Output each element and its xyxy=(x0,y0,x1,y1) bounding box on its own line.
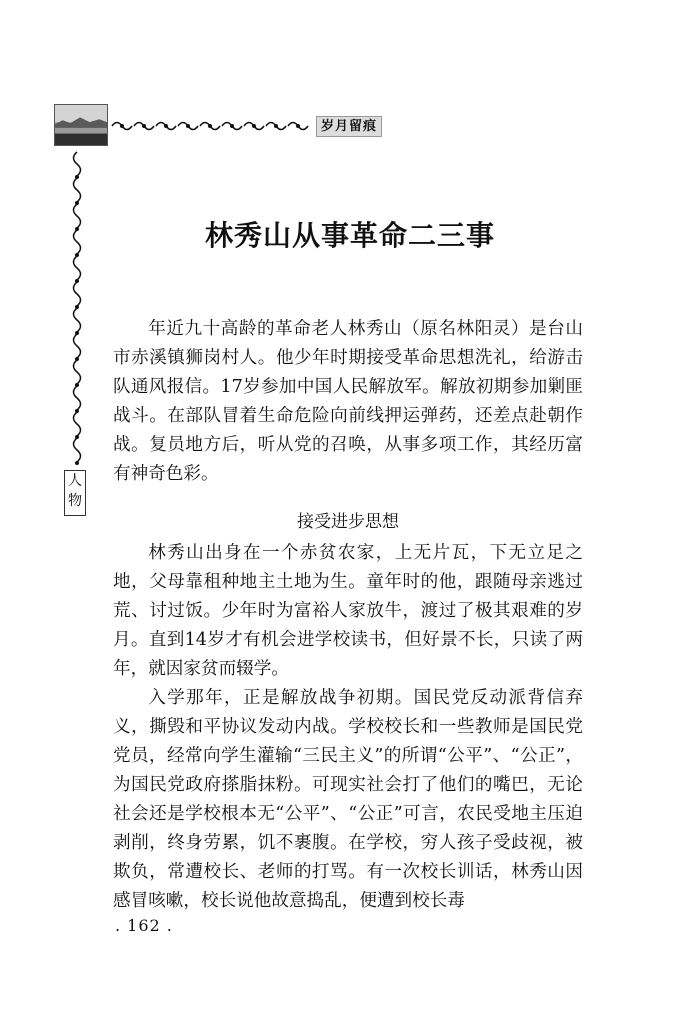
body-paragraph: 林秀山出身在一个赤贫农家，上无片瓦，下无立足之地，父母靠租种地主土地为生。童年时的他，跟随母亲逃过荒、讨过饭。少年时为富裕人家放牛，渡过了极其艰难的岁月。直到14岁才有机会进学校读书，但好景不长，只读了两年，就因家贫而辍学。 xyxy=(113,543,583,679)
intro-paragraph: 年近九十高龄的革命老人林秀山（原名林阳灵）是台山市赤溪镇狮岗村人。他少年时期接受革命思想洗礼，给游击队通风报信。17岁参加中国人民解放军。解放初期参加剿匪战斗。在部队冒着生命危险向前线押运弹药，还差点赴朝作战。复员地方后，听从党的召唤，从事多项工作，其经历富有神奇色彩。 xyxy=(113,319,583,484)
page-number: . 162 . xyxy=(115,916,173,935)
main-text-block xyxy=(113,539,583,916)
header-landscape-photo xyxy=(54,104,108,146)
category-tab xyxy=(64,470,86,516)
header-ornament-rule xyxy=(110,117,310,135)
body-paragraph: 入学那年，正是解放战争初期。国民党反动派背信弃义，撕毁和平协议发动内战。学校校长和一些教师是国民党党员，经常向学生灌输“三民主义”的所谓“公平”、“公正”，为国民党政府搽脂抹粉。可现实社会打了他们的嘴巴，无论社会还是学校根本无“公平”、“公正”可言，农民受地主压迫剥削，终身劳累，饥不裹腹。在学校，穷人孩子受歧视，被欺负，常遭校长、老师的打骂。有一次校长训话，林秀山因感冒咳嗽，校长说他故意捣乱，便遭到校长毒 xyxy=(113,688,583,911)
intro-block xyxy=(113,315,583,489)
category-char: 人 xyxy=(68,473,82,489)
section-label: 岁月留痕 xyxy=(316,116,382,137)
category-char: 物 xyxy=(68,493,82,509)
section-subheading: 接受进步思想 xyxy=(297,512,399,532)
landscape-photo-icon xyxy=(55,105,107,145)
article-title: 林秀山从事革命二三事 xyxy=(204,219,495,252)
side-ornament-chain xyxy=(68,150,86,468)
